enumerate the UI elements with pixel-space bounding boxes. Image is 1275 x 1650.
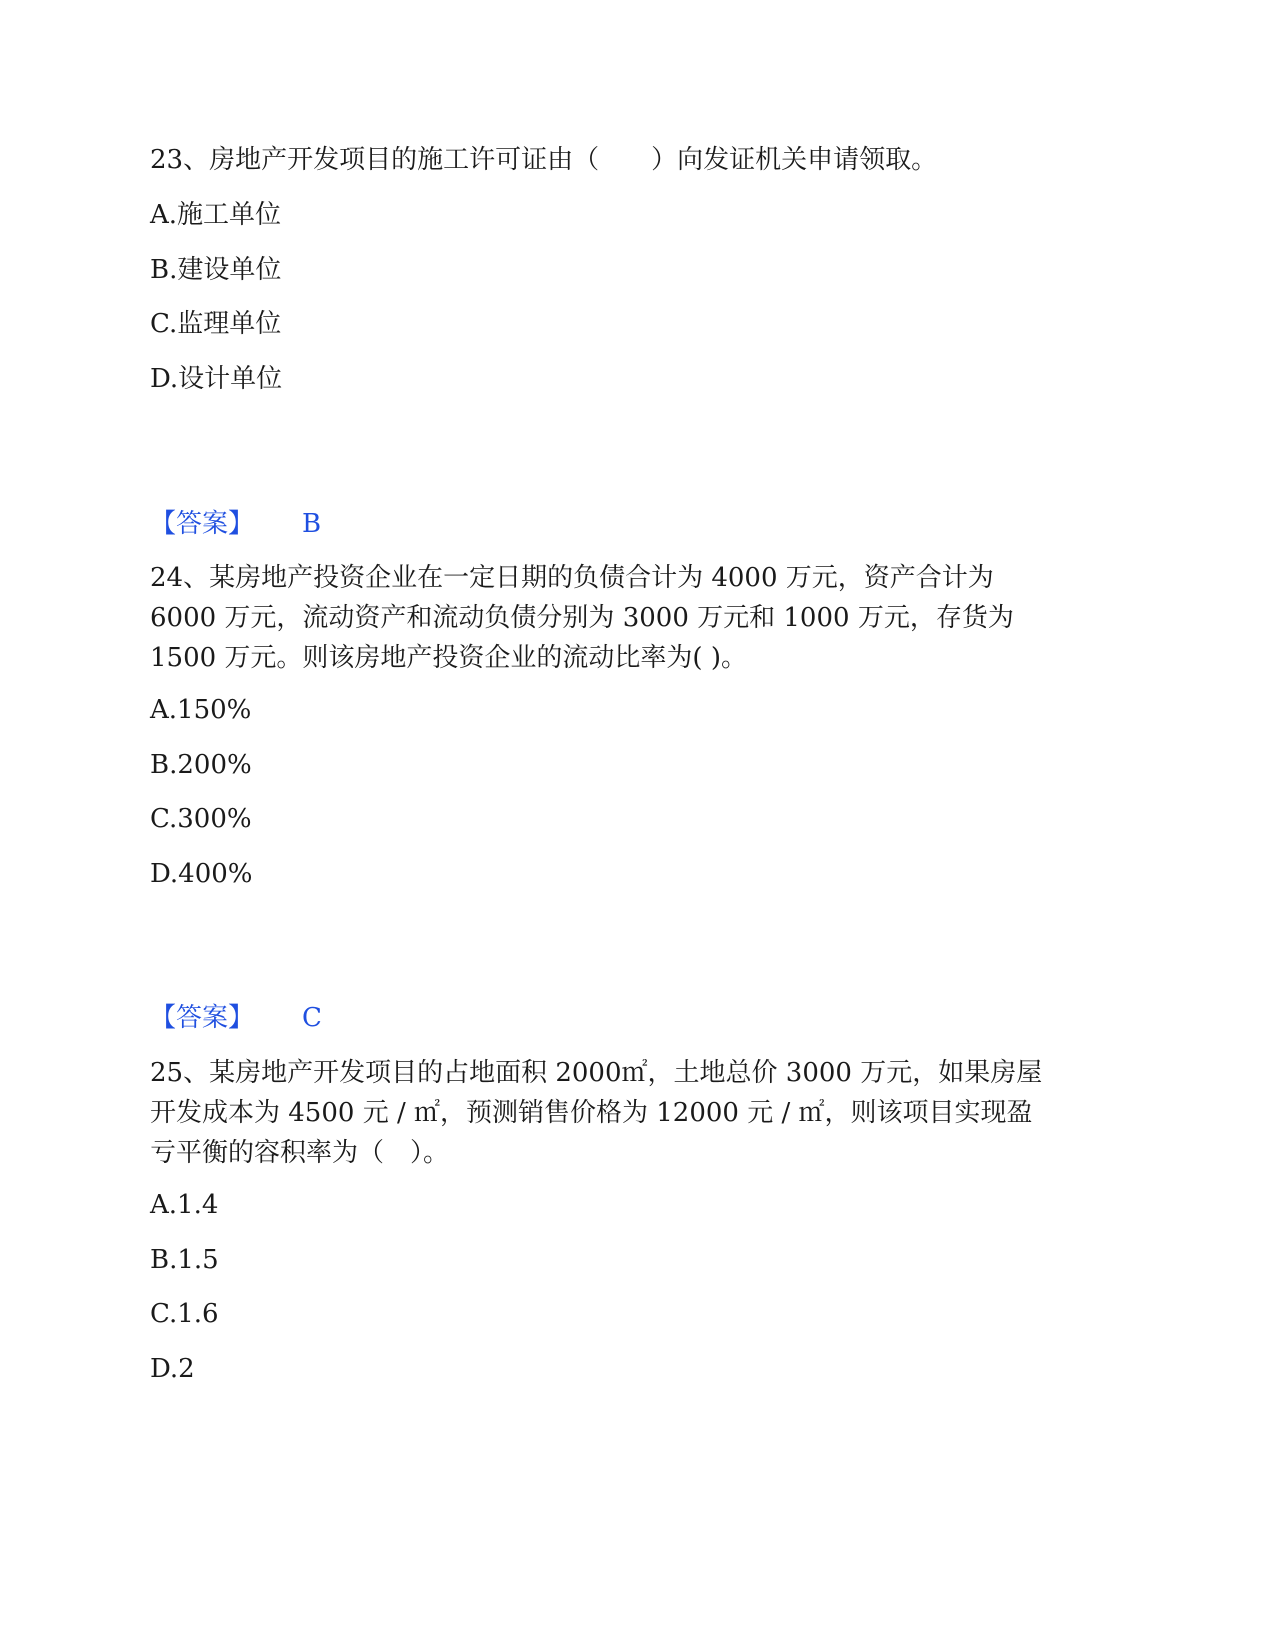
answer-label: 【答案】	[150, 509, 255, 539]
stem-line: 1500 万元。则该房地产投资企业的流动比率为( )。	[150, 643, 747, 673]
question-23-option-b: B.建设单位	[150, 255, 282, 285]
question-23-option-c: C.监理单位	[150, 309, 282, 339]
answer-label: 【答案】	[150, 1003, 255, 1033]
answer-value: C	[302, 1003, 322, 1033]
question-25-option-d: D.2	[150, 1354, 195, 1384]
stem-line: 6000 万元，流动资产和流动负债分别为 3000 万元和 1000 万元，存货为	[150, 603, 1014, 633]
question-25-option-a: A.1.4	[150, 1190, 219, 1220]
stem-line: 24、某房地产投资企业在一定日期的负债合计为 4000 万元，资产合计为	[150, 563, 994, 593]
question-23-answer	[150, 504, 321, 544]
answer-value: B	[302, 509, 322, 539]
question-24-option-d: D.400%	[150, 859, 253, 889]
question-24-stem	[150, 558, 1110, 678]
question-24-option-b: B.200%	[150, 750, 252, 780]
question-25-option-c: C.1.6	[150, 1299, 219, 1329]
question-24-option-a: A.150%	[150, 695, 252, 725]
question-23-option-a: A.施工单位	[150, 200, 282, 230]
question-24-answer	[150, 998, 322, 1038]
question-24-option-c: C.300%	[150, 804, 252, 834]
stem-line: 亏平衡的容积率为（ ）。	[150, 1138, 450, 1168]
question-25-option-b: B.1.5	[150, 1245, 219, 1275]
question-23-option-d: D.设计单位	[150, 364, 283, 394]
stem-line: 开发成本为 4500 元 / ㎡，预测销售价格为 12000 元 / ㎡，则该项目实现盈	[150, 1098, 1033, 1128]
question-23-stem: 23、房地产开发项目的施工许可证由（ ）向发证机关申请领取。	[150, 145, 938, 175]
question-25-stem	[150, 1053, 1110, 1173]
stem-line: 25、某房地产开发项目的占地面积 2000㎡，土地总价 3000 万元，如果房屋	[150, 1058, 1043, 1088]
